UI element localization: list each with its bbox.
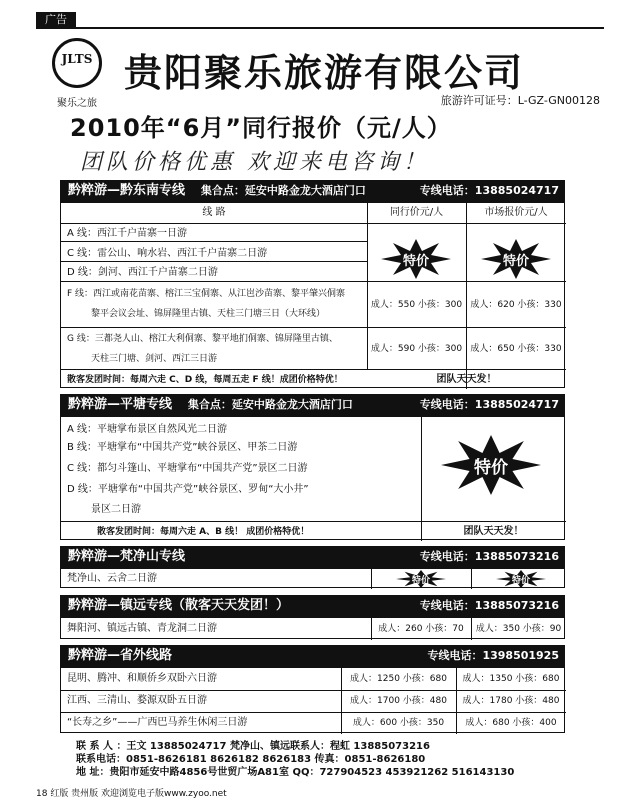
route-b: B 线：平塘掌布“中国共产党”峡谷景区、甲茶二日游 — [67, 442, 298, 453]
price-g-market: 成人：650 小孩：330 — [470, 344, 562, 354]
slogan: 团队价格优惠 欢迎来电咨询！ — [80, 150, 429, 175]
route-bama: “长寿之乡”——广西巴马养生休闲三日游 — [67, 717, 248, 728]
section-title: 黔粹游—黔东南专线 — [68, 183, 186, 198]
section-zhenyuan-header — [60, 595, 565, 617]
price-f-peer: 成人：550 小孩：300 — [370, 300, 463, 310]
route-f: F 线：西江或南花苗寨、榕江三宝侗寨、从江岜沙苗寨、黎平肇兴侗寨 — [67, 289, 346, 299]
price-market: 成人：350 小孩：90 — [475, 624, 562, 634]
route-a: A 线：平塘掌布景区自然风光二日游 — [67, 424, 228, 435]
section-title: 黔粹游—平塘专线 — [68, 397, 173, 412]
section-qiandongnan-table — [60, 202, 565, 388]
section-pingtang-header — [60, 394, 565, 416]
route-c: C 线：雷公山、响水岩、西江千户苗寨二日游 — [67, 248, 268, 259]
logo-text: JLTS — [61, 52, 93, 66]
price-peer: 成人：260 小孩：70 — [378, 624, 464, 634]
route-d: D 线：平塘掌布“中国共产党”峡谷景区、罗甸“大小井” — [67, 484, 309, 495]
departure-note: 散客发团时间：每周六走 C、D 线，每周五走 F 线！成团价格特优！ — [67, 375, 343, 385]
special-price-badge: 特价 — [396, 570, 446, 588]
special-price-badge: 特价 — [496, 570, 546, 588]
route-g: G 线：三都尧人山、榕江大利侗寨、黎平地扪侗寨、锦屏隆里古镇、 — [67, 334, 338, 344]
top-rule — [36, 27, 604, 29]
price-peer: 成人：1250 小孩：680 — [350, 674, 447, 684]
license-number: 旅游许可证号：L-GZ-GN00128 — [440, 94, 600, 107]
company-logo — [40, 38, 114, 112]
section-outofprovince-table — [60, 667, 565, 733]
section-pingtang-table — [60, 416, 565, 540]
hotline: 专线电话：1398501925 — [427, 649, 559, 662]
route-d-cont: 景区二日游 — [91, 504, 141, 515]
section-title: 黔粹游—省外线路 — [68, 648, 173, 663]
section-fanjingshan-table — [60, 568, 565, 588]
special-price-badge: 特价 — [381, 239, 451, 279]
hotline: 专线电话：13885024717 — [419, 398, 559, 411]
hotline: 专线电话：13885024717 — [419, 184, 559, 197]
price-market: 成人：1780 小孩：480 — [462, 696, 560, 706]
route-fanjingshan: 梵净山、云舍二日游 — [67, 573, 157, 584]
route-zhenyuan: 舞阳河、镇远古镇、青龙洞二日游 — [67, 623, 217, 634]
meeting-point: 集合点：延安中路金龙大酒店门口 — [200, 184, 366, 197]
logo-subtitle: 聚乐之旅 — [57, 98, 97, 109]
price-market: 成人：680 小孩：400 — [465, 718, 557, 728]
price-peer: 成人：1700 小孩：480 — [350, 696, 447, 706]
contact-phone: 联系电话：0851-8626181 8626182 8626183 传真：0851-8626180 — [76, 754, 426, 765]
route-d: D 线：剑河、西江千户苗寨二日游 — [67, 267, 218, 278]
daily-departure: 团队天天发！ — [463, 526, 524, 537]
route-c: C 线：都匀斗篷山、平塘掌布“中国共产党”景区二日游 — [67, 463, 308, 474]
section-qiandongnan-header — [60, 180, 565, 202]
section-title: 黔粹游—梵净山专线 — [68, 549, 186, 564]
route-a: A 线：西江千户苗寨一日游 — [67, 228, 188, 239]
column-header-peer: 同行价元/人 — [389, 207, 444, 218]
price-g-peer: 成人：590 小孩：300 — [370, 344, 463, 354]
price-peer: 成人：600 小孩：350 — [352, 718, 445, 728]
column-header-market: 市场报价元/人 — [484, 207, 548, 218]
special-price-badge: 特价 — [481, 239, 551, 279]
route-kunming: 昆明、腾冲、和顺侨乡双卧六日游 — [67, 673, 217, 684]
route-f-cont: 黎平会议会址、锦屏隆里古镇、天柱三门塘三日（大环线） — [91, 309, 326, 319]
section-title: 黔粹游—镇远专线（散客天天发团！） — [68, 598, 290, 613]
column-header-route: 线 路 — [202, 207, 226, 218]
meeting-point: 集合点：延安中路金龙大酒店门口 — [187, 398, 353, 411]
price-f-market: 成人：620 小孩：330 — [470, 300, 562, 310]
section-outofprovince-header — [60, 645, 565, 667]
company-name: 贵阳聚乐旅游有限公司 — [124, 51, 525, 95]
special-price-badge: 特价 — [441, 435, 541, 495]
contact-address: 地 址：贵阳市延安中路4856号世贸广场A81室 QQ：727904523 453921262 516143130 — [76, 767, 515, 778]
contact-person: 联 系 人 ：王文 13885024717 梵净山、镇远联系人：程虹 13885073216 — [76, 741, 430, 752]
route-jiangxi: 江西、三清山、婺源双卧五日游 — [67, 695, 207, 706]
section-fanjingshan-header — [60, 546, 565, 568]
departure-note: 散客发团时间：每周六走 A、B 线！ 成团价格特优！ — [97, 527, 310, 537]
hotline: 专线电话：13885073216 — [419, 550, 559, 563]
headline: 2010年“6月”同行报价（元/人） — [70, 114, 452, 142]
section-zhenyuan-table — [60, 617, 565, 639]
hotline: 专线电话：13885073216 — [419, 599, 559, 612]
daily-departure: 团队天天发！ — [436, 374, 497, 385]
price-market: 成人：1350 小孩：680 — [462, 674, 560, 684]
route-g-cont: 天柱三门塘、剑河、西江三日游 — [91, 354, 218, 364]
ad-tag: 广告 — [36, 12, 76, 28]
page-footer: 18 红版 贵州版 欢迎浏览电子版www.zyoo.net — [36, 789, 227, 799]
